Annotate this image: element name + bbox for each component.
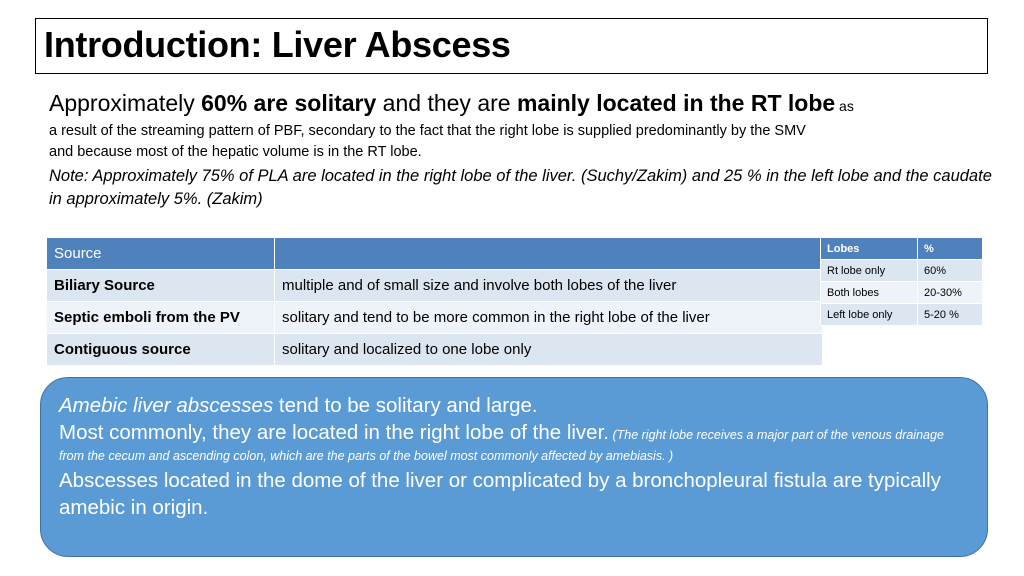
intro-body-1: a result of the streaming pattern of PBF, secondary to the fact that the right lobe is supplied predominantly by the SMV — [49, 123, 806, 139]
intro-body-2: and because most of the hepatic volume is in the RT lobe. — [49, 144, 422, 160]
lead-text-2: and they are — [376, 90, 517, 116]
callout-text: tend to be solitary and large. — [273, 394, 538, 417]
table-cell: 60% — [918, 260, 983, 282]
lead-bold-2: mainly located in the RT lobe — [516, 90, 836, 116]
table-cell: solitary and localized to one lobe only — [275, 334, 823, 366]
source-table-header — [47, 238, 823, 270]
callout-text: Most commonly, they are located in the right lobe of the liver. — [59, 421, 609, 444]
table-row — [821, 260, 983, 282]
source-table — [46, 237, 823, 366]
table-cell: 5-20 % — [918, 304, 983, 326]
amebic-callout-box — [40, 377, 988, 557]
intro-lead — [49, 88, 999, 121]
callout-emphasis: Amebic liver abscesses — [59, 394, 274, 417]
lead-small: as — [835, 98, 854, 114]
table-cell: Rt lobe only — [821, 260, 918, 282]
table-row — [821, 282, 983, 304]
table-cell: solitary and tend to be more common in the right lobe of the liver — [275, 302, 823, 334]
table-row — [47, 302, 823, 334]
intro-section — [49, 88, 999, 211]
slide-title: Introduction: Liver Abscess — [44, 24, 511, 65]
table-row — [821, 304, 983, 326]
callout-line-1 — [59, 392, 969, 419]
header-cell: Lobes — [821, 238, 918, 260]
table-cell: Biliary Source — [47, 270, 275, 302]
table-cell: Left lobe only — [821, 304, 918, 326]
table-cell: Contiguous source — [47, 334, 275, 366]
title-box — [35, 18, 988, 74]
lead-text-1: Approximately — [49, 90, 202, 116]
table-cell: Both lobes — [821, 282, 918, 304]
intro-note: Note: Approximately 75% of PLA are located in the right lobe of the liver. (Suchy/Zakim) and 25 % in the left lobe and the caudate in approximately 5%. (Zakim) — [49, 167, 992, 208]
callout-small-note: (The right lobe receives a major part of the venous drainage from the cecum and ascending colon, which are the parts of the bowel most commonly affected by amebiasis. ) — [59, 428, 944, 463]
table-row — [47, 270, 823, 302]
table-cell: multiple and of small size and involve both lobes of the liver — [275, 270, 823, 302]
header-cell — [275, 238, 823, 270]
callout-line-2 — [59, 419, 969, 467]
header-cell: % — [918, 238, 983, 260]
lead-bold-1: 60% are solitary — [201, 90, 377, 116]
callout-line-3: Abscesses located in the dome of the liver or complicated by a bronchopleural fistula are typically amebic in origin. — [59, 469, 941, 519]
header-cell: Source — [47, 238, 275, 270]
table-row — [47, 334, 823, 366]
lobes-table — [820, 237, 983, 326]
lobes-table-header — [821, 238, 983, 260]
table-cell: 20-30% — [918, 282, 983, 304]
table-cell: Septic emboli from the PV — [47, 302, 275, 334]
